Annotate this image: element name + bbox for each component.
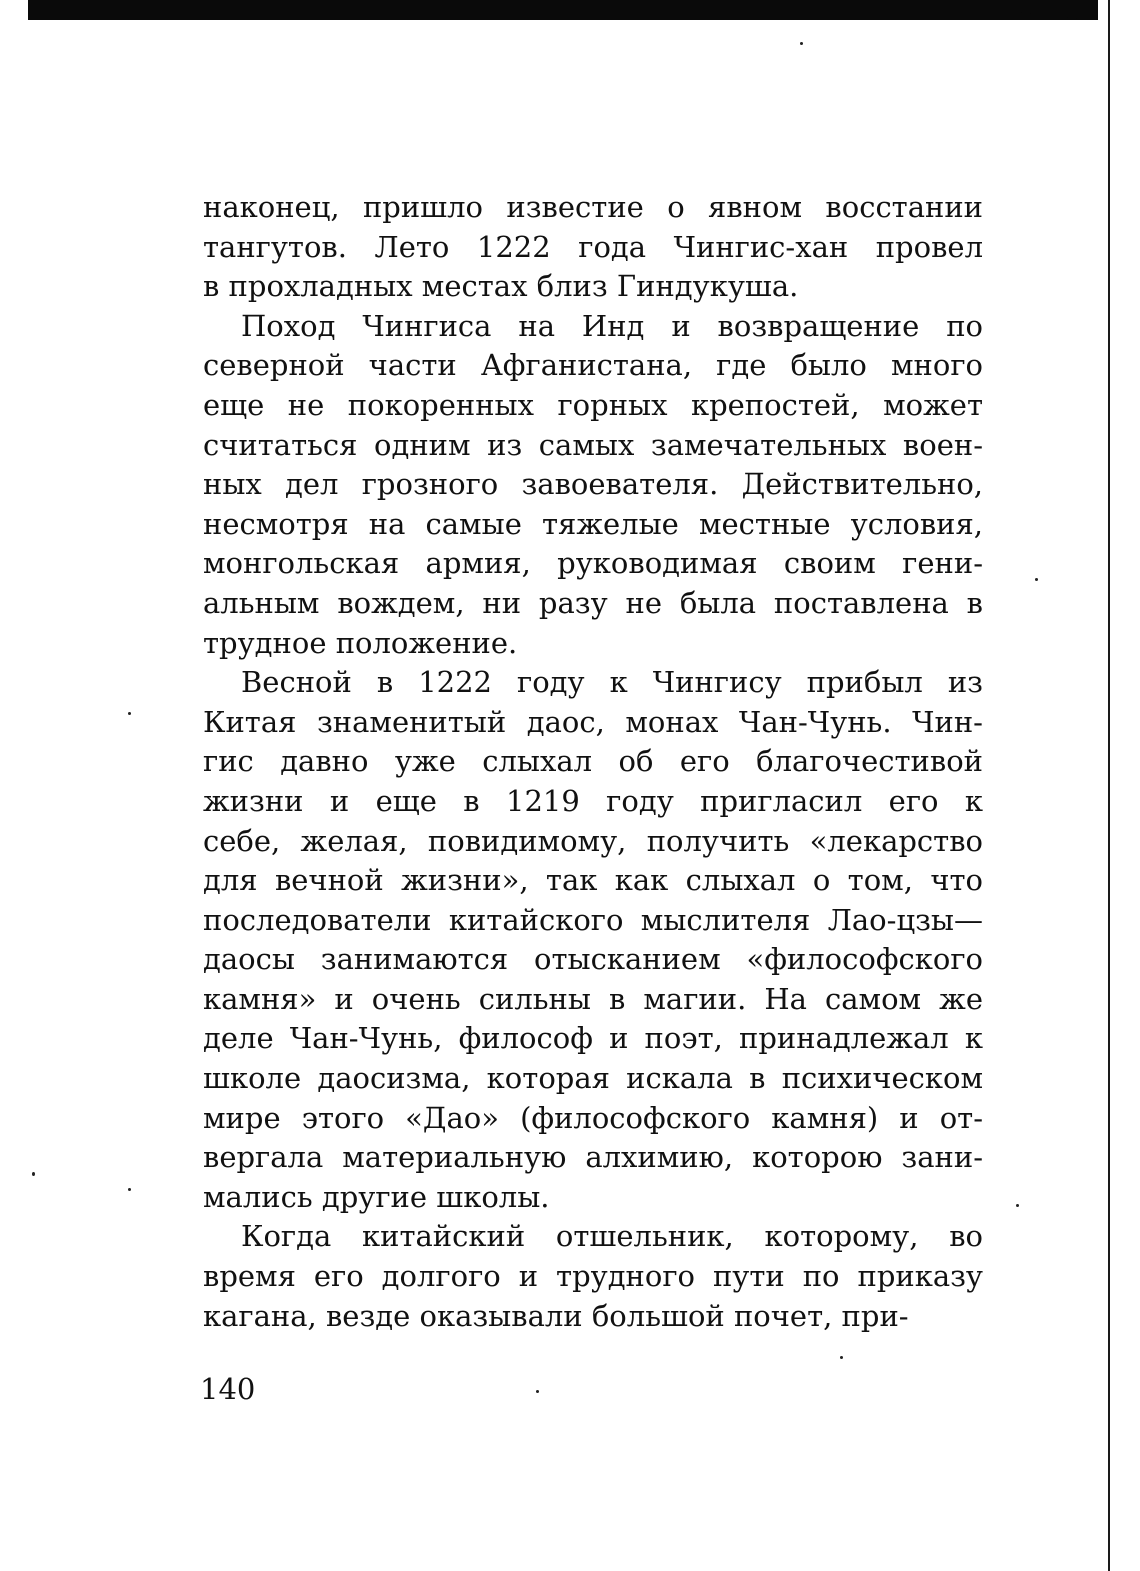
text-line: монгольская армия, руководимая своим гени-: [203, 546, 983, 581]
scan-speck: [1016, 1204, 1019, 1207]
text-line: кагана, везде оказывали большой почет, при-: [203, 1298, 909, 1333]
text-line: школе даосизма, которая искала в психическом: [203, 1061, 983, 1096]
text-line: еще не покоренных горных крепостей, может: [203, 387, 983, 422]
paragraph: [203, 663, 983, 1217]
text-line: для вечной жизни», так как слыхал о том, что: [203, 863, 983, 898]
text-line: вергала материальную алхимию, которою зани-: [203, 1140, 983, 1175]
scan-top-border-wedge: [980, 8, 1090, 20]
text-line: несмотря на самые тяжелые местные условия,: [203, 506, 983, 541]
scan-speck: [128, 1188, 131, 1191]
text-line: камня» и очень сильны в магии. На самом же: [203, 981, 983, 1016]
text-line: Китая знаменитый даос, монах Чан-Чунь. Чин-: [203, 704, 983, 739]
scan-speck: [840, 1356, 843, 1359]
text-line: даосы занимаются отысканием «философского: [203, 942, 983, 977]
scan-speck: [1035, 578, 1038, 581]
text-line: гис давно уже слыхал об его благочестивой: [203, 744, 983, 779]
text-line: мались другие школы.: [203, 1179, 550, 1214]
text-line: трудное положение.: [203, 625, 518, 660]
body-text: [203, 188, 983, 1336]
text-line: мире этого «Дао» (философского камня) и от-: [203, 1100, 983, 1135]
text-line: тангутов. Лето 1222 года Чингис-хан провел: [203, 229, 983, 264]
text-line: в прохладных местах близ Гиндукуша.: [203, 269, 799, 304]
text-line: жизни и еще в 1219 году пригласил его к: [203, 783, 983, 818]
text-line: Когда китайский отшельник, которому, во: [241, 1219, 983, 1254]
scan-right-border: [1108, 0, 1110, 1571]
text-line: Весной в 1222 году к Чингису прибыл из: [241, 665, 983, 700]
page-number: 140: [200, 1372, 256, 1406]
text-line: Поход Чингиса на Инд и возвращение по: [241, 308, 983, 343]
text-line: считаться одним из самых замечательных воен-: [203, 427, 983, 462]
scan-speck: [128, 712, 131, 715]
text-line: наконец, пришло известие о явном восстании: [203, 190, 983, 224]
text-line: последователи китайского мыслителя Лао-цзы—: [203, 902, 983, 937]
text-line: себе, желая, повидимому, получить «лекарство: [203, 823, 983, 858]
text-line: время его долгого и трудного пути по приказу: [203, 1259, 983, 1294]
paragraph: [203, 188, 983, 307]
text-line: деле Чан-Чунь, философ и поэт, принадлежал к: [203, 1021, 983, 1056]
scan-speck: [536, 1390, 539, 1393]
scan-speck: [32, 1172, 35, 1176]
scan-speck: [800, 42, 803, 45]
scan-top-border: [28, 0, 1098, 20]
text-line: альным вождем, ни разу не была поставлена в: [203, 585, 983, 620]
text-line: ных дел грозного завоевателя. Действительно,: [203, 467, 983, 502]
text-line: северной части Афганистана, где было много: [203, 348, 983, 383]
paragraph: [203, 1217, 983, 1336]
paragraph: [203, 307, 983, 663]
